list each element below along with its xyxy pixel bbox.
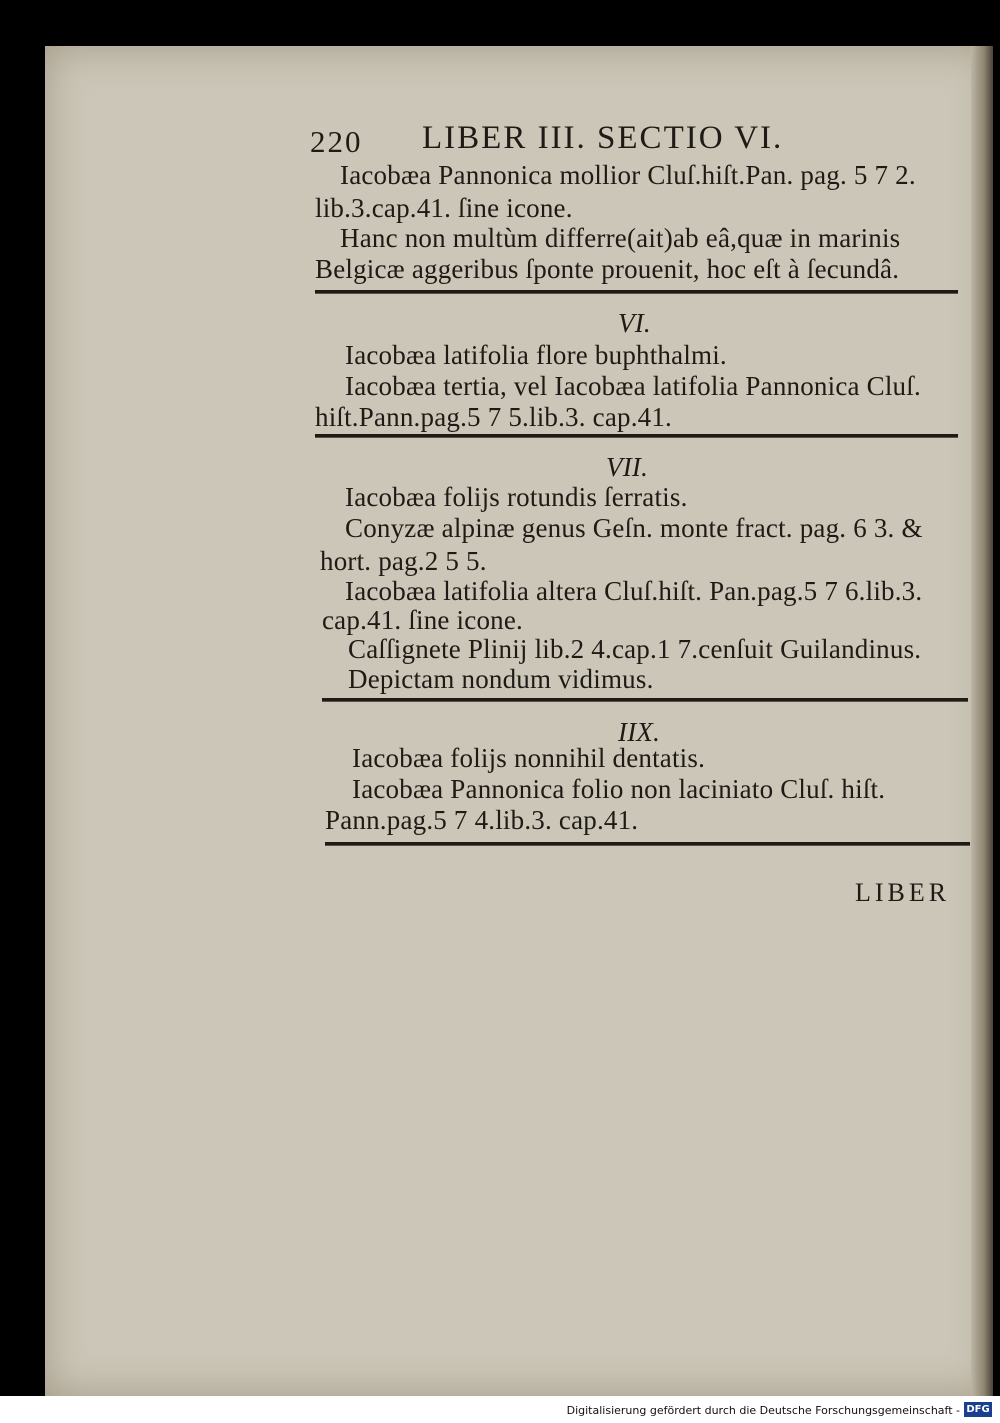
section-divider <box>315 434 958 438</box>
page-spine-shadow <box>971 46 993 1396</box>
text-line: Pann.pag.5 7 4.lib.3. cap.41. <box>325 805 639 835</box>
text-line: hort. pag.2 5 5. <box>320 546 487 576</box>
section-divider <box>325 842 970 846</box>
text-line: Iacobæa latifolia altera Cluſ.hiſt. Pan.pag.5 7 6.lib.3. <box>345 576 923 606</box>
text-line: Conyzæ alpinæ genus Geſn. monte fract. pag. 6 3. & <box>345 513 923 543</box>
page-number: 220 <box>310 124 363 159</box>
footer-credit: Digitalisierung gefördert durch die Deutsche Forschungsgemeinschaft - <box>566 1404 960 1417</box>
text-line: Iacobæa folijs nonnihil dentatis. <box>352 743 706 773</box>
section-numeral: VII. <box>606 452 649 482</box>
text-line: lib.3.cap.41. ſine icone. <box>315 193 573 223</box>
text-line: Iacobæa Pannonica folio non laciniato Cluſ. hiſt. <box>352 774 886 804</box>
running-title: LIBER III. SECTIO VI. <box>422 120 784 156</box>
text-line: Iacobæa Pannonica mollior Cluſ.hiſt.Pan. pag. 5 7 2. <box>340 160 916 190</box>
section-divider <box>322 698 968 702</box>
text-line: Hanc non multùm differre(ait)ab eâ,quæ in marinis <box>340 223 901 253</box>
text-line: Belgicæ aggeribus ſponte prouenit, hoc eſt à ſecundâ. <box>315 254 900 284</box>
text-line: Caſſignete Plinij lib.2 4.cap.1 7.cenſuit Guilandinus. <box>348 634 922 664</box>
section-numeral: IIX. <box>618 717 661 747</box>
text-line: cap.41. ſine icone. <box>322 605 523 635</box>
text-line: hiſt.Pann.pag.5 7 5.lib.3. cap.41. <box>315 402 673 432</box>
dfg-logo: DFG <box>964 1402 992 1417</box>
section-divider <box>315 290 958 294</box>
text-line: Iacobæa latifolia flore buphthalmi. <box>345 340 727 370</box>
text-line: Iacobæa tertia, vel Iacobæa latifolia Pannonica Cluſ. <box>345 371 921 401</box>
text-line: Iacobæa folijs rotundis ſerratis. <box>345 482 688 512</box>
section-numeral: VI. <box>618 308 651 338</box>
text-line: Depictam nondum vidimus. <box>348 664 654 694</box>
catchword: LIBER <box>855 878 951 907</box>
